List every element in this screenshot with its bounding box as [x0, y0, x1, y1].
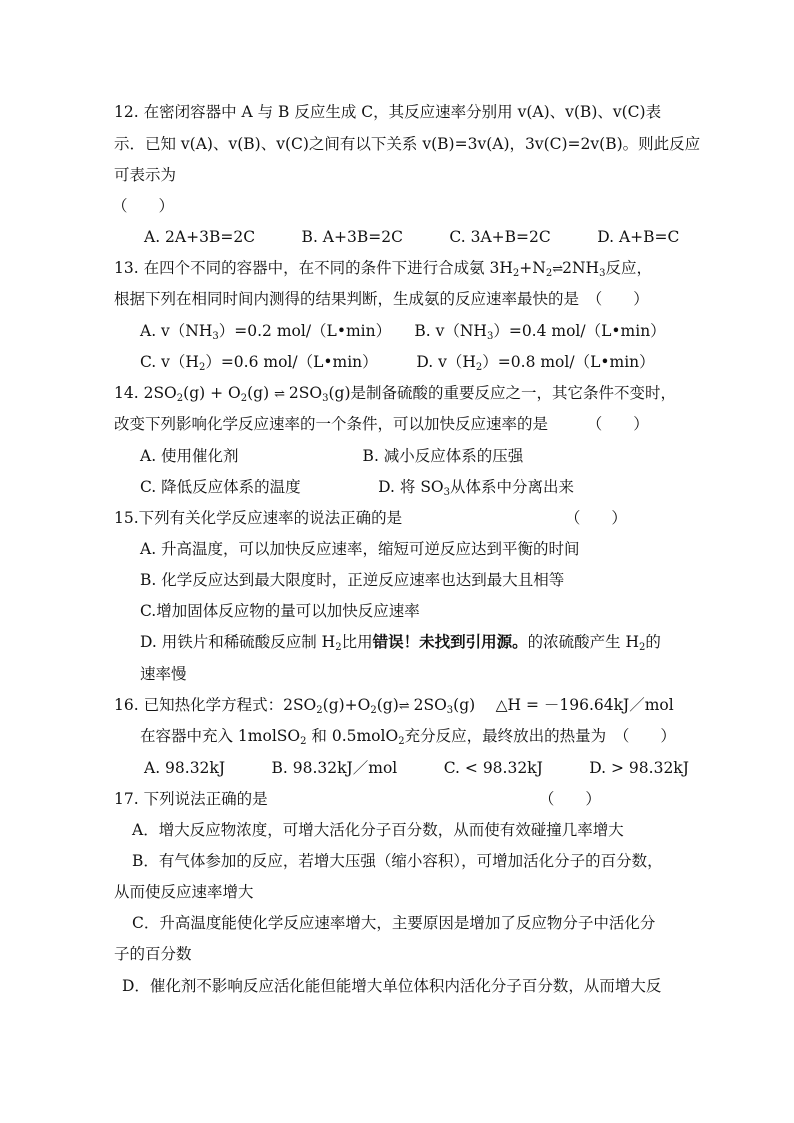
- q13-options-cd: C. $v(H_2)=0.6$ mol/（L•min） D. $v(H_2)=0.8$ mol/（L•min）: [140, 353, 655, 373]
- q15-option-d-cont: 速率慢: [140, 665, 187, 683]
- q17-stem: 17. 下列说法正确的是 （ ）: [114, 790, 601, 808]
- q16-stem: 在容器中充入 1molSO$_2$ 和 0.5molO$_2$充分反应，最终放出的热量为 （ ）: [140, 727, 676, 747]
- reference-error-text: 错误！未找到引用源。: [372, 632, 528, 651]
- q15-option-c: C.增加固体反应物的量可以加快反应速率: [140, 602, 420, 620]
- q15-stem: 15.下列有关化学反应速率的说法正确的是 （ ）: [114, 509, 627, 527]
- q14-options-ab: A. 使用催化剂 B. 减小反应体系的压强: [140, 447, 524, 465]
- q12-options: A. 2A+3B=2C B. A+3B=2C C. 3A+B=2C D. A+B=C: [144, 228, 680, 246]
- q14-options-cd: C. 降低反应体系的温度 D. 将 $SO_3$从体系中分离出来: [140, 478, 575, 498]
- q12-line-3: 可表示为: [114, 166, 177, 184]
- q15-option-b: B. 化学反应达到最大限度时，正逆反应速率也达到最大且相等: [140, 571, 565, 589]
- q17-option-c-cont: 子的百分数: [114, 945, 192, 963]
- q13-line-1: 13. 在四个不同的容器中，在不同的条件下进行合成氨 $3H_2+N_2\rightleftharpoons 2NH_3$反应，: [114, 259, 652, 279]
- q16-equation: 16. 已知热化学方程式：$2SO_2(g)+O_2(g)\rightleftharpoons$ $2SO_3(g)$ △H = －196.64kJ／mol: [114, 696, 674, 716]
- q16-options: A. 98.32kJ B. 98.32kJ／mol C. < 98.32kJ D. > 98.32kJ: [144, 759, 689, 777]
- q12-line-2: 示．已知 v(A)、v(B)、v(C)之间有以下关系 v(B)=3v(A)，3v(C)=2v(B)。则此反应: [114, 135, 701, 153]
- q12-answer-blank: （ ）: [112, 197, 175, 215]
- q14-line-1: 14. $2SO_2(g) + O_2(g)$ ⇌ $2SO_3(g)$是制备硫酸的重要反应之一，其它条件不变时，: [114, 384, 676, 404]
- q13-line-2: 根据下列在相同时间内测得的结果判断，生成氨的反应速率最快的是 （ ）: [114, 290, 649, 308]
- q17-option-c: C．升高温度能使化学反应速率增大，主要原因是增加了反应物分子中活化分: [132, 914, 656, 932]
- q15-option-a: A. 升高温度，可以加快反应速率，缩短可逆反应达到平衡的时间: [140, 540, 580, 558]
- q13-options-ab: A. $v(NH_3)=0.2$ mol/（L•min） B. $v(NH_3)=0.4$ mol/（L•min）: [140, 322, 666, 342]
- equilibrium-arrow-icon: ⇌: [274, 387, 284, 402]
- q12-line-1: 12. 在密闭容器中 A 与 B 反应生成 C，其反应速率分别用 v(A)、v(B)、v(C)表: [114, 103, 662, 121]
- q14-line-2: 改变下列影响化学反应速率的一个条件，可以加快反应速率的是 （ ）: [114, 415, 649, 433]
- q17-option-d: D．催化剂不影响反应活化能但能增大单位体积内活化分子百分数，从而增大反: [122, 977, 662, 995]
- equilibrium-arrow-icon: ⇌: [552, 262, 563, 277]
- equilibrium-arrow-icon: ⇌: [398, 699, 409, 714]
- q17-option-a: A．增大反应物浓度，可增大活化分子百分数，从而使有效碰撞几率增大: [132, 821, 624, 839]
- q17-option-b: B．有气体参加的反应，若增大压强（缩小容积），可增加活化分子的百分数，: [132, 852, 663, 870]
- q15-option-d: D. 用铁片和稀硫酸反应制 $H_2$比用错误！未找到引用源。的浓硫酸产生 $H_2$的: [140, 632, 661, 653]
- q17-option-b-cont: 从而使反应速率增大: [114, 883, 254, 901]
